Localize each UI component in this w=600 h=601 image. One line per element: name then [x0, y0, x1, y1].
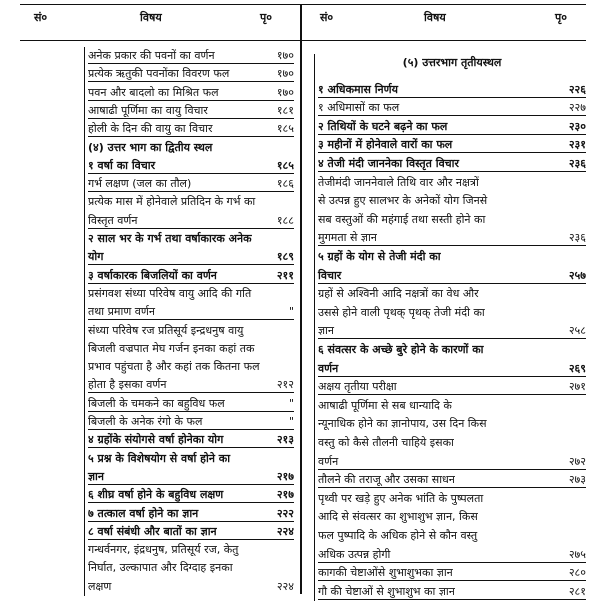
right-entry	[318, 99, 586, 117]
column-divider	[300, 4, 302, 594]
right-entry-title: ३ महीनों में होनेवाले वारों का फल	[318, 138, 453, 152]
left-entry-title: ७ तत्काल वर्षा होने का ज्ञान	[88, 506, 199, 520]
left-entry-title: लक्षण	[88, 579, 112, 593]
right-entry-page: २२७	[568, 101, 586, 115]
left-margin-rule	[84, 47, 85, 596]
right-entry-title: (५) उत्तरभाग तृतीयस्थल	[402, 56, 502, 69]
right-entry	[318, 285, 586, 303]
right-entry	[318, 378, 586, 396]
right-entry	[318, 229, 586, 247]
right-entry	[318, 508, 586, 526]
left-entry-title: बिजली वज्रपात मेघ गर्जन इनका कहां तक	[88, 341, 255, 355]
left-entry-page: २११	[276, 268, 294, 282]
left-entry-title: होली के दिन की वायु का विचार	[88, 122, 213, 136]
left-entry	[88, 376, 294, 394]
left-entry	[88, 358, 294, 376]
right-entry-title: १ अधिमासों का फल	[318, 101, 400, 115]
left-entry	[88, 322, 294, 340]
right-entry-page: २३६	[568, 231, 586, 245]
left-entry	[88, 84, 294, 102]
left-entry-page: २२४	[276, 579, 294, 593]
right-header-subject: विषय	[424, 11, 446, 24]
right-entry-page: २८१	[568, 584, 586, 598]
left-entry-title: प्रभाव पहुंचता है और कहां तक कितना फल	[88, 360, 260, 374]
right-entry-title: पृथ्वी पर खड़े हुए अनेक भांति के पुष्पलता	[318, 491, 484, 505]
right-entry-title: अधिक उत्पन्न होगी	[318, 547, 391, 561]
right-entry-title: अक्षय तृतीया परीक्षा	[318, 380, 397, 394]
left-entry	[88, 47, 294, 65]
right-entry	[318, 434, 586, 452]
right-entry-title: मुगमता से ज्ञान	[318, 231, 377, 245]
left-entry-title: (४) उत्तर भाग का द्वितीय स्थल	[88, 140, 213, 154]
left-entry-title: ५ प्रश्न के विशेषयोग से वर्षा होने का	[88, 451, 231, 465]
left-entry-title: होता है इसका वर्णन	[88, 378, 167, 392]
right-entry	[318, 583, 586, 601]
right-margin-rule	[314, 54, 315, 601]
left-header-num: सं०	[34, 11, 48, 24]
left-entry-title: प्रसंगवश संध्या परिवेष वायु आदि की गति	[88, 286, 252, 300]
left-entry-title: बिजली के चमकने का बहुविध फल	[88, 396, 225, 410]
left-entry-title: निर्घात, उल्कापात और दिग्दाह इनका	[88, 561, 233, 575]
left-entry	[88, 450, 294, 468]
right-entry-title: गौ की चेष्टाओं से शुभाशुभ का ज्ञान	[318, 584, 455, 598]
left-entry-page: १८५	[276, 122, 294, 136]
right-entry-title: २ तिथियों के घटने बढ़ने का फल	[318, 119, 448, 133]
left-entry	[88, 559, 294, 577]
right-entry	[318, 490, 586, 508]
left-entry-page: "	[288, 396, 294, 410]
left-header-subject: विषय	[140, 11, 162, 24]
left-entry	[88, 230, 294, 248]
right-entry-title: तौलने की तराजू और उसका साधन	[318, 473, 455, 487]
right-entry-title: १ अधिकमास निर्णय	[318, 82, 398, 96]
right-entry-page: २७२	[568, 454, 586, 468]
right-entry-title: उससे होने वाली पृथक् पृथक् तेजी मंदी का	[318, 305, 485, 319]
left-entry-page: १८६	[276, 177, 294, 191]
left-entry-title: १ वर्षा का विचार	[88, 158, 156, 172]
right-entry	[318, 136, 586, 154]
left-entry-page: १७०	[276, 67, 294, 81]
left-entry	[88, 285, 294, 303]
right-entry	[318, 267, 586, 285]
left-entry	[88, 523, 294, 541]
left-entry	[88, 395, 294, 413]
left-entry-title: ३ वर्षाकारक बिजलियों का वर्णन	[88, 268, 217, 282]
right-entry	[318, 360, 586, 378]
left-entry	[88, 248, 294, 266]
left-entry-page: २१७	[276, 488, 294, 502]
left-entry	[88, 212, 294, 230]
left-entry	[88, 303, 294, 321]
left-entry-title: तथा प्रमाण वर्णन	[88, 305, 155, 319]
right-entry-page: २८०	[568, 566, 586, 580]
left-entry	[88, 340, 294, 358]
left-entry-title: योग	[88, 250, 104, 264]
left-entry-page: १८५	[276, 158, 294, 172]
left-entry-title: प्रत्येक मास में होनेवाले प्रतिदिन के गर्भ का	[88, 195, 256, 209]
right-entry-title: ४ तेजी मंदी जाननेका विस्तृत विचार	[318, 157, 460, 170]
right-entry	[318, 453, 586, 471]
left-entry-title: गर्भ लक्षण (जल का तौल)	[88, 177, 192, 191]
right-entry	[318, 174, 586, 192]
header-bottom-rule	[20, 40, 586, 41]
right-entry	[318, 527, 586, 545]
left-entry	[88, 139, 294, 157]
right-entry-title: वस्तु को कैसे तौलनी चाहिये इसका	[318, 436, 454, 449]
right-entry-title: ज्ञान	[318, 324, 335, 338]
right-entry	[318, 192, 586, 210]
left-entry-page: १७०	[276, 49, 294, 62]
right-entry-page: २३०	[568, 119, 586, 133]
left-entry-title: ज्ञान	[88, 469, 105, 483]
right-entry-page: २३६	[568, 157, 586, 170]
left-entry-title: २ साल भर के गर्भ तथा वर्षाकारक अनेक	[88, 232, 252, 245]
right-entry	[318, 415, 586, 433]
right-entry-title: न्यूनाधिक होने का ज्ञानोपाय, उस दिन किस	[318, 417, 487, 431]
left-entry-page: २१७	[276, 469, 294, 483]
left-entry-page: १८१	[276, 103, 294, 117]
left-entry-title: ६ शीघ्र वर्षा होने के बहुविध लक्षण	[88, 488, 224, 502]
left-entry-title: गन्धर्वनगर, इंद्रधनुष, प्रतिसूर्य रज, केतु	[88, 543, 239, 557]
right-entry-page: २७५	[568, 547, 586, 561]
right-entry-title: फल पुष्पादि के अधिक होने से कौन वस्तु	[318, 529, 478, 542]
right-header-page: पृ०	[555, 11, 567, 24]
left-entry-page: १८८	[276, 213, 294, 227]
left-entry	[88, 65, 294, 83]
right-entry	[318, 564, 586, 582]
left-entry-page: २२४	[276, 524, 294, 538]
left-entry-title: आषाढी पूर्णिमा का वायु विचार	[88, 103, 208, 117]
left-entry-title: संध्या परिवेष रज प्रतिसूर्य इन्द्रधनुष वायु	[88, 323, 244, 337]
right-entry-title: आदि से संवत्सर का शुभाशुभ ज्ञान, किस	[318, 510, 478, 524]
left-entry-title: अनेक प्रकार की पवनों का वर्णन	[88, 49, 215, 62]
right-entry-title: वर्णन	[318, 361, 339, 375]
left-entry-title: प्रत्येक ऋतुकी पवनोंका विवरण फल	[88, 67, 230, 81]
left-entry-page: १८९	[276, 250, 294, 264]
right-entry-page: २७३	[568, 473, 586, 487]
left-entry-title: ४ ग्रहोंके संयोगसे वर्षा होनेका योग	[88, 433, 224, 447]
right-entry-page: २५७	[568, 268, 586, 282]
left-entry-page: २१२	[276, 378, 294, 392]
right-entry	[318, 248, 586, 266]
left-entry-page: १७०	[276, 85, 294, 99]
right-entry-title: आषाढी पूर्णिमा से सब धान्यादि के	[318, 398, 452, 412]
right-entry-title: वर्णन	[318, 454, 339, 468]
right-entry-page: २५८	[568, 324, 586, 338]
right-entry-page: २७१	[568, 380, 586, 394]
right-entry	[318, 341, 586, 359]
right-entry	[318, 471, 586, 489]
left-entry	[88, 267, 294, 285]
right-entry-title: विचार	[318, 268, 342, 282]
right-entry-page: २३१	[568, 138, 586, 152]
right-entry	[318, 81, 586, 99]
right-entry	[318, 322, 586, 340]
left-entry-title: ८ वर्षा संबंधी और बातों का ज्ञान	[88, 524, 217, 538]
right-entry-title: कागकी चेष्टाओंसे शुभाशुभका ज्ञान	[318, 566, 453, 580]
left-entry	[88, 157, 294, 175]
right-entry	[318, 304, 586, 322]
right-entry	[318, 546, 586, 564]
left-entry-page: २२२	[276, 506, 294, 520]
right-header-num: सं०	[320, 11, 334, 24]
left-entry-title: पवन और बादलो का मिश्रित फल	[88, 85, 219, 99]
left-entry	[88, 413, 294, 431]
left-entry	[88, 505, 294, 523]
right-entry-title: से उत्पन्न हुए सालभर के अनेकों योग जिनसे	[318, 194, 488, 208]
right-entry-page: २६९	[568, 361, 586, 375]
right-entry-title: सब वस्तुओं की महंगाई तथा सस्ती होने का	[318, 212, 486, 226]
right-entry	[318, 155, 586, 173]
left-entry	[88, 175, 294, 193]
right-entry	[318, 54, 586, 72]
left-entry	[88, 431, 294, 449]
left-entry-page: "	[288, 415, 294, 428]
left-entry	[88, 541, 294, 559]
header-top-rule	[20, 4, 586, 5]
left-entry-title: बिजली के अनेक रंगो के फल	[88, 415, 203, 428]
left-entry	[88, 193, 294, 211]
right-entry	[318, 211, 586, 229]
left-entry	[88, 486, 294, 504]
left-entry-title: विस्तृत वर्णन	[88, 213, 138, 227]
right-entry-title: ६ संवत्सर के अच्छे बुरे होने के कारणों का	[318, 343, 484, 356]
right-entry	[318, 397, 586, 415]
left-entry-page: २१३	[276, 433, 294, 447]
left-entry	[88, 578, 294, 596]
left-entry	[88, 468, 294, 486]
left-entry-page: "	[288, 305, 294, 319]
right-entry-title: ग्रहों से अश्विनी आदि नक्षत्रों का वेध और	[318, 287, 479, 301]
right-entry-title: ५ ग्रहों के योग से तेजी मंदी का	[318, 250, 441, 263]
left-entry	[88, 102, 294, 120]
right-entry	[318, 118, 586, 136]
right-entry-page: २२६	[568, 82, 586, 96]
left-entry	[88, 120, 294, 138]
right-entry-title: तेजीमंदी जाननेवाले तिथि वार और नक्षत्रों	[318, 175, 479, 189]
left-header-page: पृ०	[260, 11, 272, 24]
